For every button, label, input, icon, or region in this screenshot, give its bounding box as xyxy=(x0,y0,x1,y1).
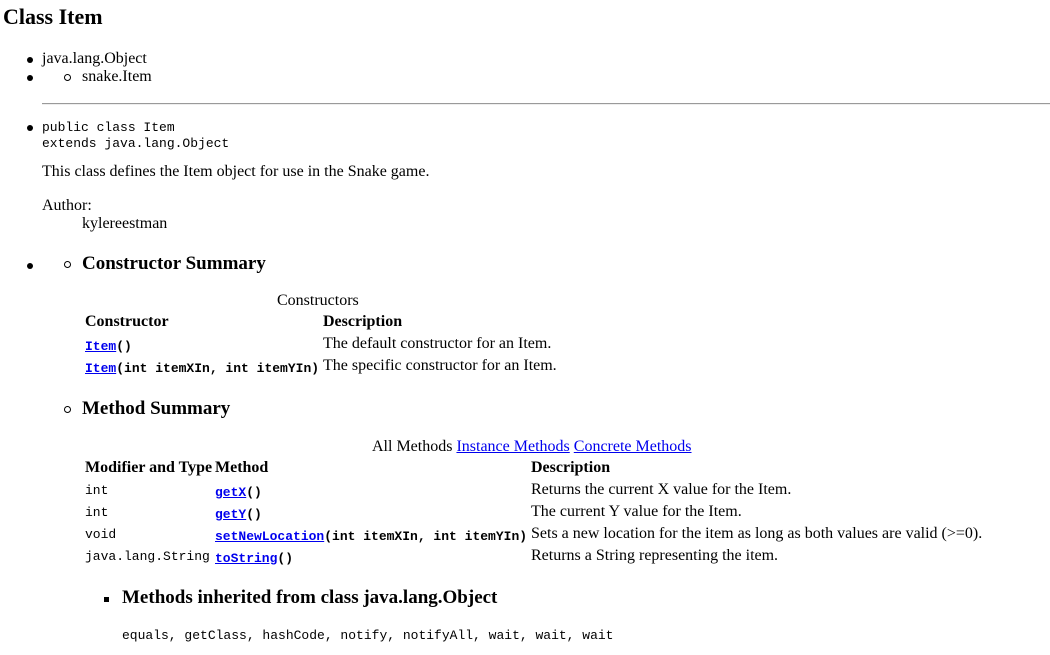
method-link[interactable]: getX xyxy=(215,485,247,500)
method-description: Sets a new location for the item as long as both values are valid (>=0). xyxy=(531,525,983,542)
list-bullet xyxy=(27,75,33,81)
method-return-type: int xyxy=(85,483,109,498)
method-summary-heading: Method Summary xyxy=(82,398,231,419)
inherited-methods-heading: Methods inherited from class java.lang.Object xyxy=(122,587,498,608)
column-header-description: Description xyxy=(323,313,403,330)
constructors-caption: Constructors xyxy=(277,292,359,309)
list-bullet xyxy=(64,406,71,413)
column-header-method: Method xyxy=(215,459,269,476)
class-extends: extends java.lang.Object xyxy=(42,136,230,151)
constructor-signature xyxy=(85,337,132,355)
method-params: () xyxy=(246,485,262,500)
class-description: This class defines the Item object for use in the Snake game. xyxy=(42,163,430,180)
constructor-signature xyxy=(85,359,319,377)
method-signature xyxy=(215,483,262,501)
list-bullet xyxy=(27,263,33,269)
method-description: The current Y value for the Item. xyxy=(531,503,742,520)
author-label: Author: xyxy=(42,197,92,214)
list-bullet xyxy=(104,597,109,602)
method-signature xyxy=(215,549,293,567)
constructor-link[interactable]: Item xyxy=(85,339,117,354)
method-link[interactable]: getY xyxy=(215,507,247,522)
method-params: () xyxy=(277,551,294,566)
method-return-type: int xyxy=(85,505,109,520)
method-return-type: void xyxy=(85,527,117,542)
method-tabs xyxy=(372,438,692,456)
method-signature xyxy=(215,527,527,545)
list-bullet xyxy=(64,261,71,268)
column-header-description: Description xyxy=(531,459,611,476)
page-title: Class Item xyxy=(3,4,103,29)
tab-concrete-methods[interactable]: Concrete Methods xyxy=(573,438,692,455)
inherited-methods-list: equals, getClass, hashCode, notify, notifyAll, wait, wait, wait xyxy=(122,628,614,643)
divider xyxy=(42,103,1050,105)
constructor-description: The default constructor for an Item. xyxy=(323,335,552,352)
method-link[interactable]: toString xyxy=(215,551,278,566)
list-bullet xyxy=(27,57,33,63)
method-params: (int itemXIn, int itemYIn) xyxy=(324,529,528,544)
tab-all-methods[interactable]: All Methods xyxy=(372,438,453,455)
class-declaration: public class Item xyxy=(42,120,175,135)
method-description: Returns a String representing the item. xyxy=(531,547,779,564)
list-bullet xyxy=(64,74,71,81)
hierarchy-class: snake.Item xyxy=(82,68,152,85)
constructor-params: () xyxy=(116,339,132,354)
list-bullet xyxy=(27,125,33,131)
method-link[interactable]: setNewLocation xyxy=(215,529,325,544)
tab-instance-methods[interactable]: Instance Methods xyxy=(456,438,570,455)
author-name: kylereestman xyxy=(82,215,168,232)
method-description: Returns the current X value for the Item. xyxy=(531,481,792,498)
constructor-params: (int itemXIn, int itemYIn) xyxy=(116,361,320,376)
method-params: () xyxy=(246,507,262,522)
method-signature xyxy=(215,505,262,523)
hierarchy-superclass: java.lang.Object xyxy=(42,50,147,67)
column-header-constructor: Constructor xyxy=(85,313,169,330)
method-return-type: java.lang.String xyxy=(85,549,210,564)
column-header-modifier-type: Modifier and Type xyxy=(85,459,213,476)
constructor-description: The specific constructor for an Item. xyxy=(323,357,557,374)
constructor-link[interactable]: Item xyxy=(85,361,117,376)
constructor-summary-heading: Constructor Summary xyxy=(82,253,266,274)
